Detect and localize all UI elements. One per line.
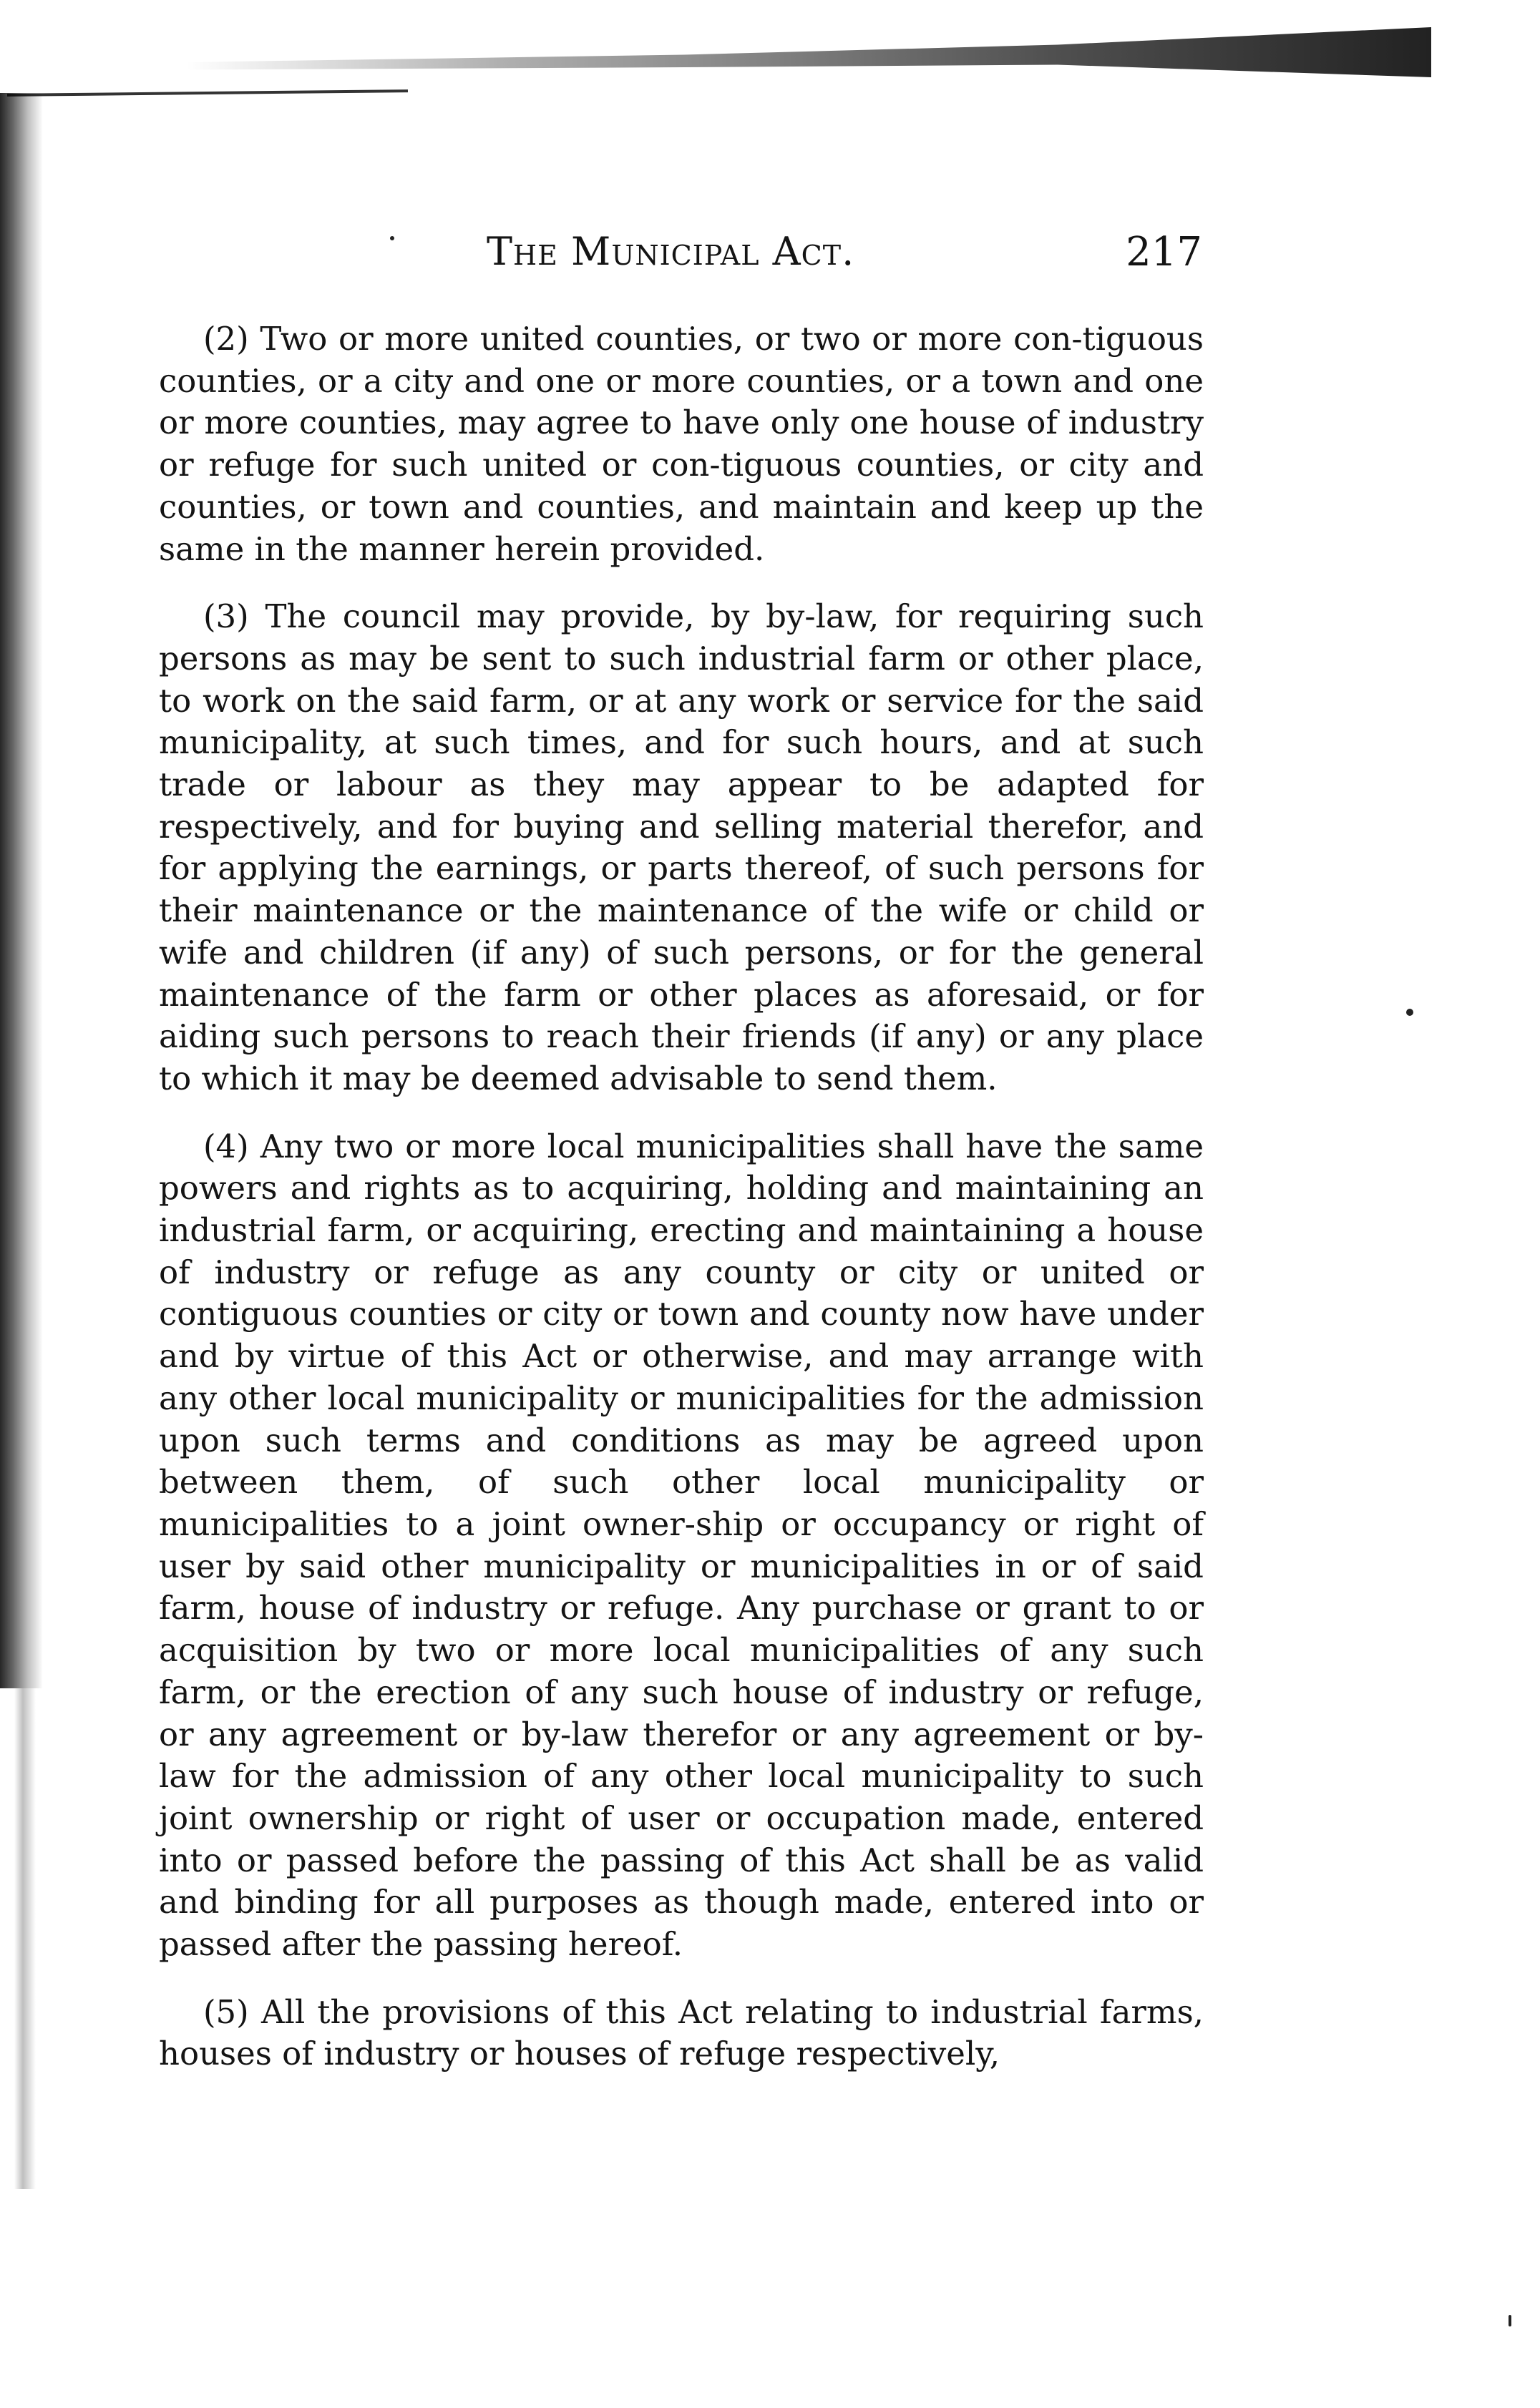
section-paragraph-2: (2) Two or more united counties, or two or more con-tiguous counties, or a city and one or more counties, or a town and one or more counties, may agree to have only one house of industry or refuge for such united or con-tiguous counties, or city and counties, or town and counties, and maintain and keep up the same in the manner herein provided. [159, 320, 1204, 568]
section-paragraph-5: (5) All the provisions of this Act relating to industrial farms, houses of industry or houses of refuge respectively, [159, 1992, 1204, 2073]
scan-shadow-top [186, 27, 1431, 77]
scan-shadow-left [0, 93, 43, 1688]
running-header [157, 229, 1202, 286]
scan-shadow-left-lower [14, 1688, 36, 2189]
running-title: The Municipal Act. [487, 229, 855, 274]
section-paragraph-3: (3) The council may provide, by by-law, for requiring such persons as may be sent to such industrial farm or other place, to work on the said farm, or at any work or service for the said municipality, at such times, and for such hours, and at such trade or labour as they may appear to be adapted for respectively, and for buying and selling material therefor, and for applying the earnings, or parts thereof, of such persons for their maintenance or the maintenance of the wife or child or wife and children (if any) of such persons, or for the general maintenance of the farm or other places as aforesaid, or for aiding such persons to reach their friends (if any) or any place to which it may be deemed advisable to send them. [159, 597, 1204, 1097]
scan-speck [1406, 1009, 1413, 1016]
section-paragraph-4: (4) Any two or more local municipalities shall have the same powers and rights as to acquiring, holding and maintaining an industrial farm, or acquiring, erecting and maintaining a house of industry or refuge as any county or city or united or contiguous counties or city or town and county now have under and by virtue of this Act or otherwise, and may arrange with any other local municipality or municipalities for the admission upon such terms and conditions as may be agreed upon between them, of such other local municipality or municipalities to a joint owner-ship or occupancy or right of user by said other municipality or municipalities in or of said farm, house of industry or refuge. Any purchase or grant to or acquisition by two or more local municipalities of any such farm, or the erection of any such house of industry or refuge, or any agreement or by-law therefor or any agreement or by-law for the admission of any other local municipality to such joint ownership or right of user or occupation made, entered into or passed before the passing of this Act shall be as valid and binding for all purposes as though made, entered into or passed after the passing hereof. [159, 1127, 1204, 1964]
scan-speck [1509, 2315, 1511, 2326]
page-body [159, 318, 1204, 2101]
page-number: 217 [1126, 229, 1202, 275]
scan-rule-top [7, 89, 408, 97]
